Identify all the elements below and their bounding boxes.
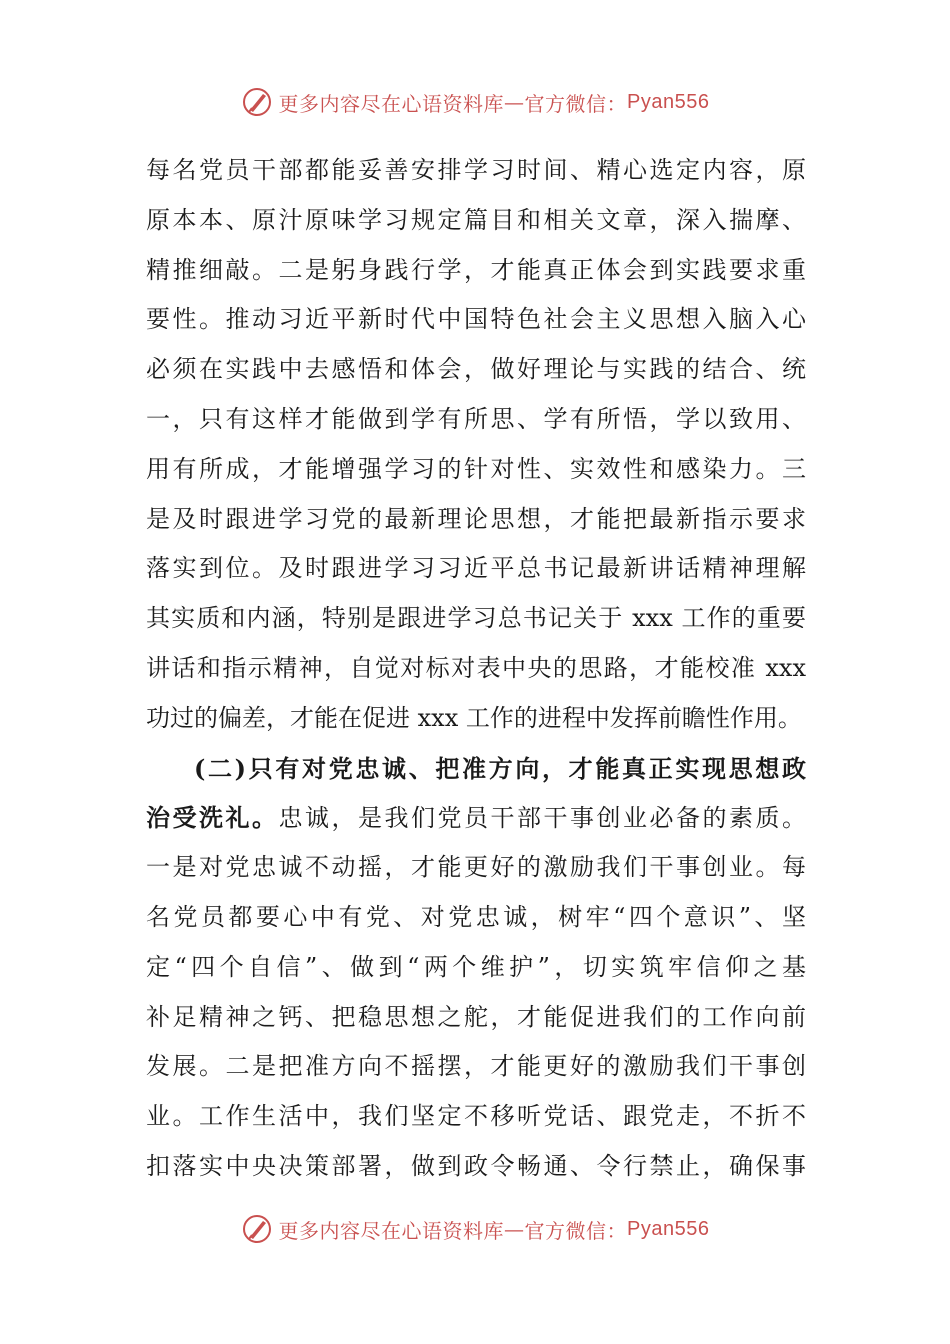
text-line: 讲话和指示精神，自觉对标对表中央的思路，才能校准 xxx <box>146 653 806 682</box>
text-line: 落实到位。及时跟进学习习近平总书记最新讲话精神理解 <box>146 554 806 583</box>
text-line: 要性。推动习近平新时代中国特色社会主义思想入脑入心 <box>146 305 806 334</box>
text-line: 原本本、原汁原味学习规定篇目和相关文章，深入揣摩、 <box>146 205 806 234</box>
text-line: 每名党员干部都能妥善安排学习时间、精心选定内容，原 <box>146 156 806 184</box>
text-line: 业。工作生活中，我们坚定不移听党话、跟党走，不折不 <box>146 1102 806 1131</box>
watermark-official: 官方微信： <box>524 91 628 116</box>
quill-logo-icon <box>241 86 273 118</box>
text-line: 用有所成，才能增强学习的针对性、实效性和感染力。三 <box>146 454 806 483</box>
watermark-wechat-id: Pyan556 <box>627 1217 710 1240</box>
text-line: 名党员都要心中有党、对党忠诚，树牢“四个意识”、坚 <box>146 902 806 931</box>
text-line: 功过的偏差，才能在促进 xxx 工作的进程中发挥前瞻性作用。 <box>146 703 802 732</box>
watermark-text: 更多内容尽在心语资料库 <box>278 91 505 116</box>
text-line: 定“四个自信”、做到“两个维护”，切实筑牢信仰之基 <box>146 952 806 981</box>
text-line: 一是对党忠诚不动摇，才能更好的激励我们干事创业。每 <box>146 853 806 882</box>
section-heading: (二)只有对党忠诚、把准方向，才能真正实现思想政 <box>194 753 806 783</box>
watermark-banner-bottom <box>0 1207 950 1251</box>
watermark-dash: — <box>504 1217 525 1241</box>
text-line: 其实质和内涵，特别是跟进学习总书记关于 xxx 工作的重要 <box>146 604 806 633</box>
section-heading-end: 治受洗礼。 <box>146 803 279 833</box>
text-line: 必须在实践中去感悟和体会，做好理论与实践的结合、统 <box>146 355 806 384</box>
watermark-text: 更多内容尽在心语资料库 <box>278 1218 505 1243</box>
text-line: 一，只有这样才能做到学有所思、学有所悟，学以致用、 <box>146 404 806 433</box>
watermark-dash: — <box>504 90 525 114</box>
text-line: 精推细敲。二是躬身践行学，才能真正体会到实践要求重 <box>146 255 806 284</box>
quill-logo-icon <box>241 1213 273 1245</box>
section-lead-text: 忠诚，是我们党员干部干事创业必备的素质。 <box>278 804 806 833</box>
text-line: 扣落实中央决策部署，做到政令畅通、令行禁止，确保事 <box>146 1151 806 1180</box>
watermark-banner-top <box>0 80 950 124</box>
text-line: 发展。二是把准方向不摇摆，才能更好的激励我们干事创 <box>146 1052 806 1081</box>
watermark-wechat-id: Pyan556 <box>627 90 710 113</box>
document-body <box>146 146 806 1192</box>
watermark-official: 官方微信： <box>524 1218 628 1243</box>
section-heading-continuation <box>146 793 806 843</box>
text-line: 是及时跟进学习党的最新理论思想，才能把最新指示要求 <box>146 504 806 533</box>
text-line: 补足精神之钙、把稳思想之舵，才能促进我们的工作向前 <box>146 1002 806 1031</box>
